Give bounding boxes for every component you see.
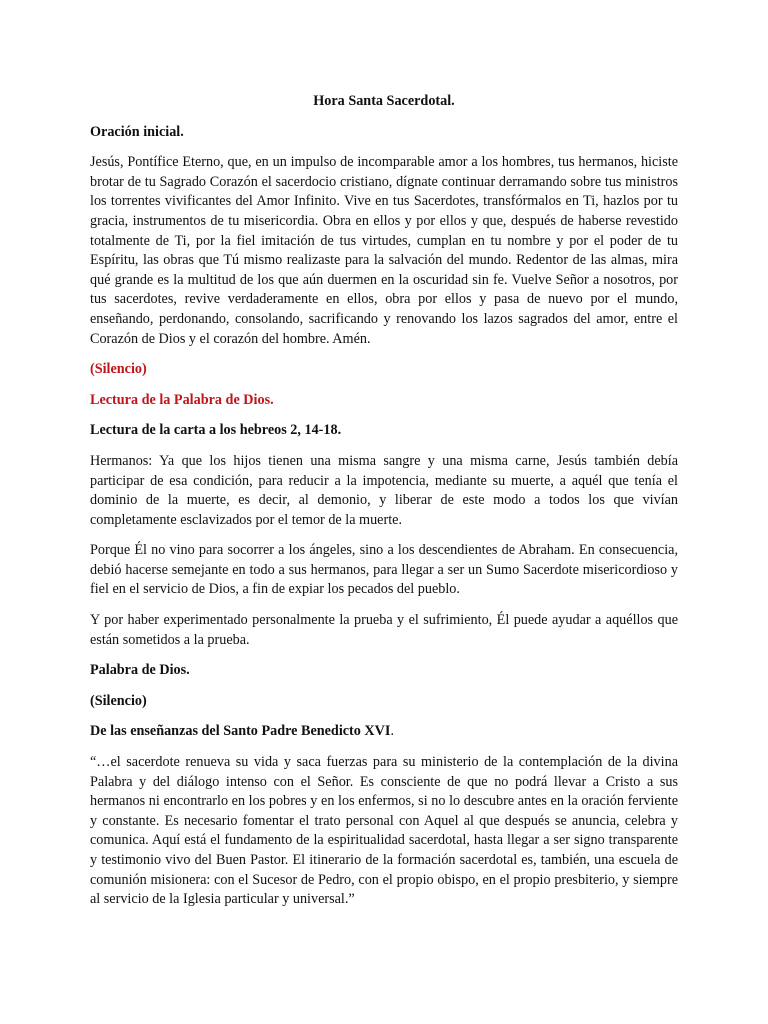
opening-prayer-text: Jesús, Pontífice Eterno, que, en un impulso de incomparable amor a los hombres, tus hermanos, hiciste brotar de tu Sagrado Corazón el sacerdocio cristiano, dígnate continuar derramando sobre tus ministros los torrentes vivificantes del Amor Infinito. Vive en tus Sacerdotes, transfórmalos en Ti, hazlos por tu gracia, instrumentos de tu misericordia. Obra en ellos y por ellos y que, después de haberse revestido totalmente de Ti, por la fiel imitación de tus virtudes, cumplan en tu nombre y por el poder de tu Espíritu, las obras que Tú mismo realizaste para la salvación del mundo. Redentor de las almas, mira qué grande es la multitud de los que aún duermen en la oscuridad sin fe. Vuelve Señor a nosotros, por tus sacerdotes, revive verdaderamente en ellos, obra por ellos y pasa de nuevo por el mundo, enseñando, perdonando, consolando, sacrificando y renovando los lazos sagrados del amor, entre el Corazón de Dios y el corazón del hombre. Amén. — [90, 154, 678, 347]
silence-marker: (Silencio) — [90, 361, 147, 378]
reading-heading: Lectura de la Palabra de Dios. — [90, 391, 274, 408]
document-title: Hora Santa Sacerdotal. — [313, 93, 455, 109]
teachings-heading-text: De las enseñanzas del Santo Padre Benedicto XVI — [90, 723, 391, 740]
word-of-god-acclamation: Palabra de Dios. — [90, 662, 190, 679]
reading-reference: Lectura de la carta a los hebreos 2, 14-18. — [90, 422, 342, 439]
reading-paragraph: Hermanos: Ya que los hijos tienen una misma sangre y una misma carne, Jesús también debía participar de esa condición, para reducir a la impotencia, mediante su muerte, a aquél que tenía el dominio de la muerte, es decir, al demonio, y liberar de este modo a todos los que vivían completamente esclavizados por el temor de la muerte. — [90, 452, 678, 528]
document-page — [90, 92, 678, 921]
teachings-heading-period: . — [390, 723, 394, 740]
silence-marker: (Silencio) — [90, 692, 147, 709]
teachings-heading — [90, 722, 678, 742]
opening-prayer-heading: Oración inicial. — [90, 123, 184, 140]
teachings-quote: “…el sacerdote renueva su vida y saca fuerzas para su ministerio de la contemplación de la divina Palabra y del diálogo intenso con el Señor. Es consciente de que no podrá llevar a Cristo a sus hermanos ni encontrarlo en los pobres y en los enfermos, si no lo descubre antes en la oración ferviente y constante. Es necesario fomentar el trato personal con Aquel al que después se anuncia, celebra y comunica. Aquí está el fundamento de la espiritualidad sacerdotal, hasta llegar a ser signo transparente y testimonio vivo del Buen Pastor. El itinerario de la formación sacerdotal es, también, una escuela de comunión misionera: con el Sucesor de Pedro, con el propio obispo, en el propio presbiterio, y siempre al servicio de la Iglesia particular y universal.” — [90, 754, 678, 908]
reading-paragraph: Y por haber experimentado personalmente la prueba y el sufrimiento, Él puede ayudar a aquéllos que están sometidos a la prueba. — [90, 612, 678, 648]
reading-paragraph: Porque Él no vino para socorrer a los ángeles, sino a los descendientes de Abraham. En consecuencia, debió hacerse semejante en todo a sus hermanos, para llegar a ser un Sumo Sacerdote misericordioso y fiel en el servicio de Dios, a fin de expiar los pecados del pueblo. — [90, 542, 678, 598]
